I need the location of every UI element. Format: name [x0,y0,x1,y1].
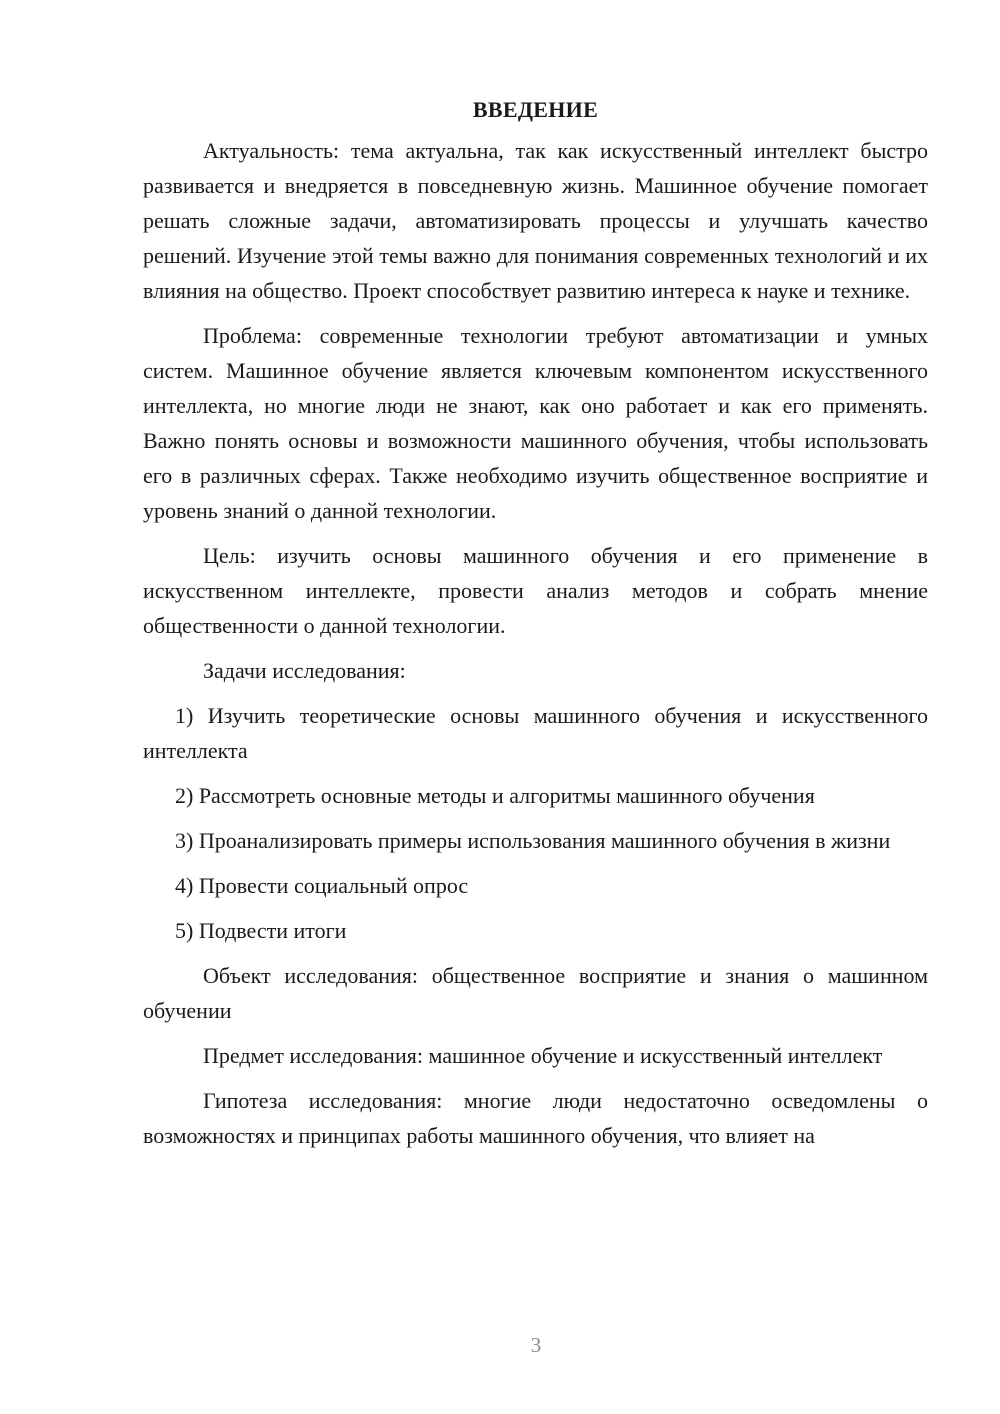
paragraph-object: Объект исследования: общественное восприятие и знания о машинном обучении [143,963,928,1023]
page-content [143,93,928,1163]
paragraph-relevance: Актуальность: тема актуальна, так как искусственный интеллект быстро развивается и внедряется в повседневную жизнь. Машинное обучение помогает решать сложные задачи, автоматизировать процессы и улучшать качество решений. Изучение этой темы важно для понимания современных технологий и их влияния на общество. Проект способствует развитию интереса к науке и технике. [143,138,928,303]
paragraph-hypothesis: Гипотеза исследования: многие люди недостаточно осведомлены о возможностях и принципах работы машинного обучения, что влияет на [143,1088,928,1148]
paragraph-problem: Проблема: современные технологии требуют автоматизации и умных систем. Машинное обучение является ключевым компонентом искусственного интеллекта, но многие люди не знают, как оно работает и как его применять. Важно понять основы и возможности машинного обучения, чтобы использовать его в различных сферах. Также необходимо изучить общественное восприятие и уровень знаний о данной технологии. [143,323,928,523]
task-item-4: 4) Провести социальный опрос [175,873,469,898]
paragraph-subject: Предмет исследования: машинное обучение и искусственный интеллект [203,1043,883,1068]
page-number: 3 [530,1333,542,1357]
task-item-2: 2) Рассмотреть основные методы и алгоритмы машинного обучения [175,783,815,808]
task-item-3: 3) Проанализировать примеры использования машинного обучения в жизни [175,828,891,853]
paragraph-tasks-heading: Задачи исследования: [203,658,406,683]
section-heading: ВВЕДЕНИЕ [472,97,599,122]
paragraph-goal: Цель: изучить основы машинного обучения и его применение в искусственном интеллекте, провести анализ методов и собрать мнение общественности о данной технологии. [143,543,928,638]
task-item-1: 1) Изучить теоретические основы машинного обучения и искусственного интеллекта [143,703,928,763]
task-item-5: 5) Подвести итоги [175,918,347,943]
